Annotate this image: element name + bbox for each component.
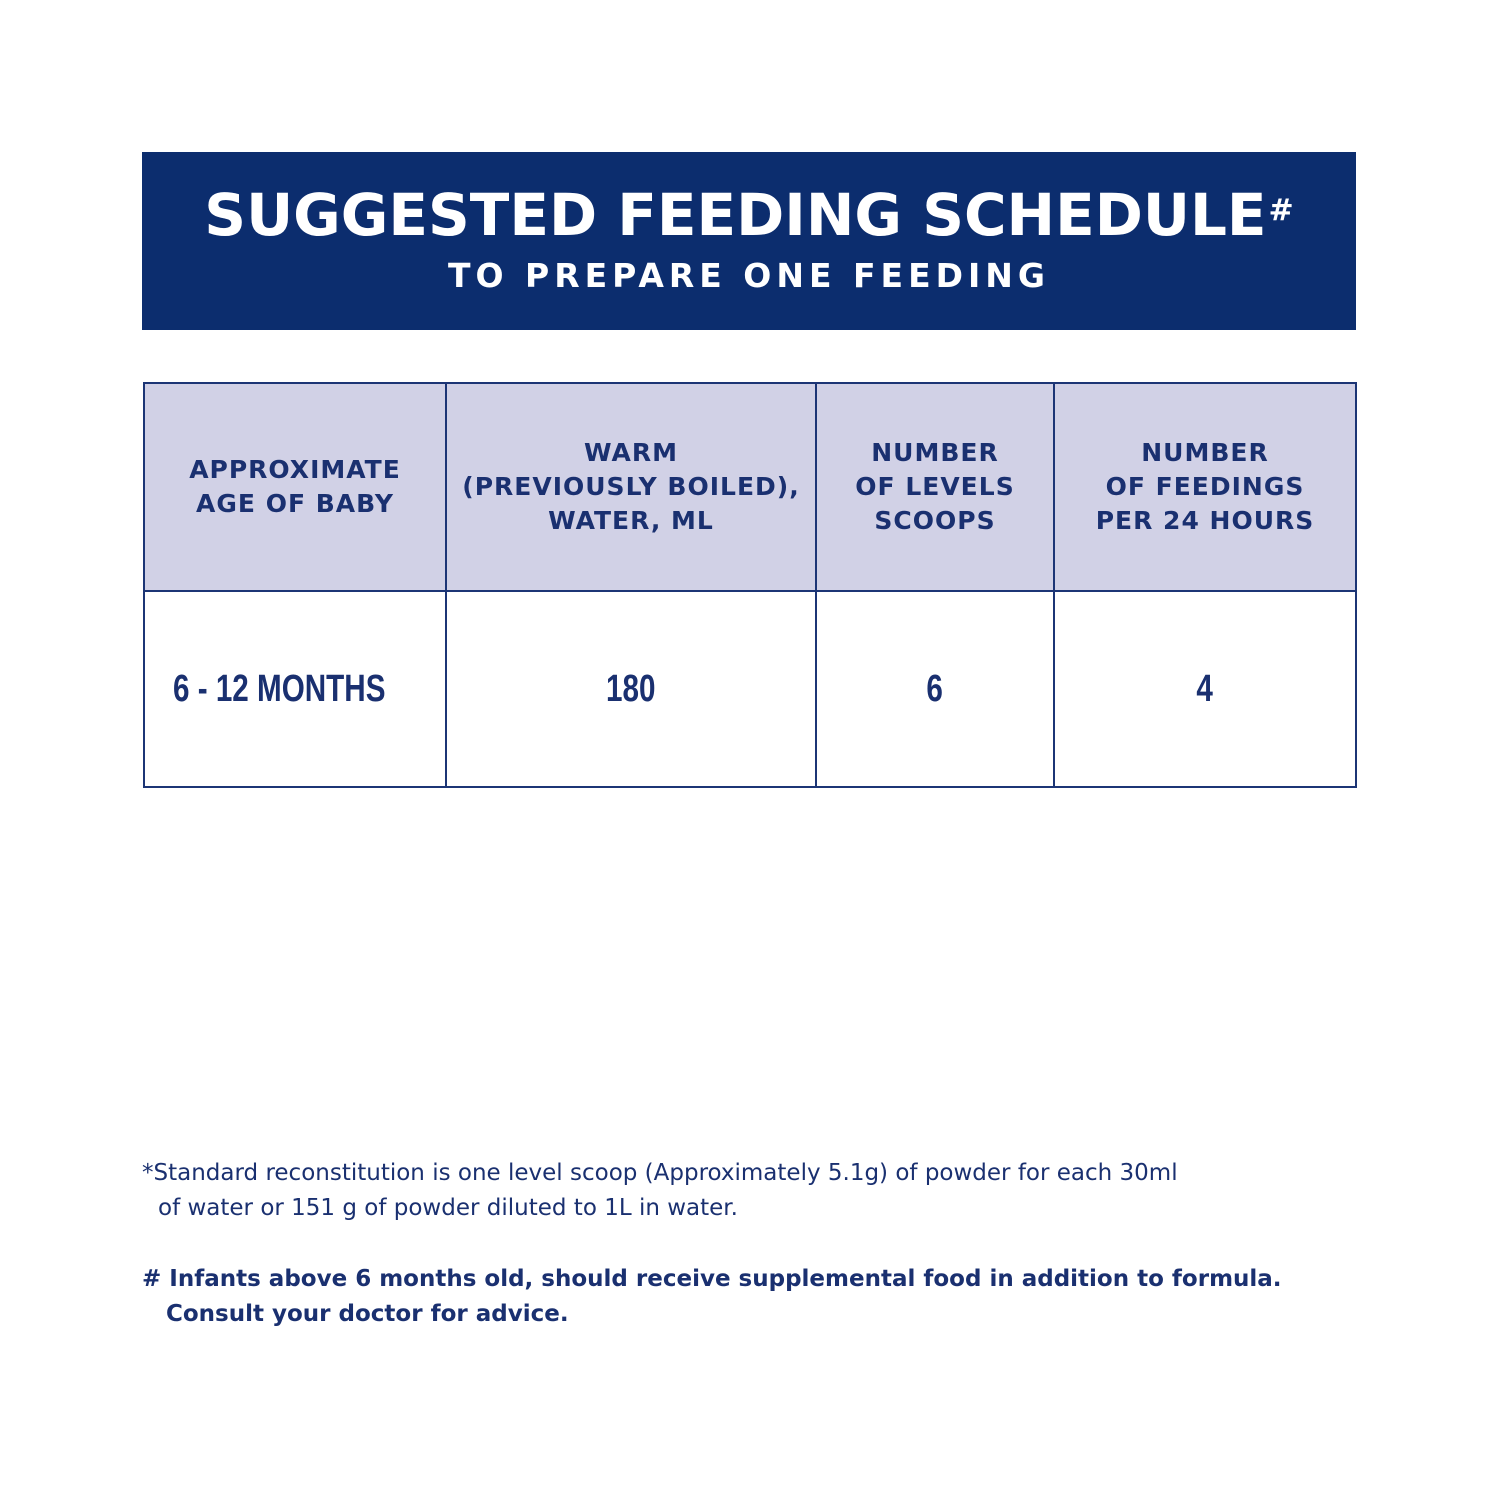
table-row [144,591,1356,787]
page-subtitle: TO PREPARE ONE FEEDING [447,256,1051,295]
standard-reconstitution-note [142,1156,1362,1226]
note-line: # Infants above 6 months old, should receive supplemental food in addition to formula. [142,1266,1282,1292]
page-title [142,182,1356,248]
table-header-row [144,383,1356,591]
cell-feedings: 4 [1054,591,1356,787]
note-line: of water or 151 g of powder diluted to 1L in water. [158,1195,738,1221]
header-scoops: NUMBER OF LEVELS SCOOPS [816,383,1054,591]
header-age: APPROXIMATE AGE OF BABY [144,383,446,591]
infants-note [142,1262,1362,1332]
title-banner [142,152,1356,330]
header-water: WARM (PREVIOUSLY BOILED), WATER, ML [446,383,816,591]
note-line: *Standard reconstitution is one level scoop (Approximately 5.1g) of powder for each 30ml [142,1160,1178,1186]
title-footnote-mark: # [1268,193,1294,228]
feeding-schedule-table [143,382,1357,788]
cell-scoops: 6 [816,591,1054,787]
cell-age: 6 - 12 MONTHS [144,591,446,787]
page-title-text: SUGGESTED FEEDING SCHEDULE [204,181,1267,249]
header-feedings: NUMBER OF FEEDINGS PER 24 HOURS [1054,383,1356,591]
note-line: Consult your doctor for advice. [166,1301,569,1327]
cell-water: 180 [446,591,816,787]
